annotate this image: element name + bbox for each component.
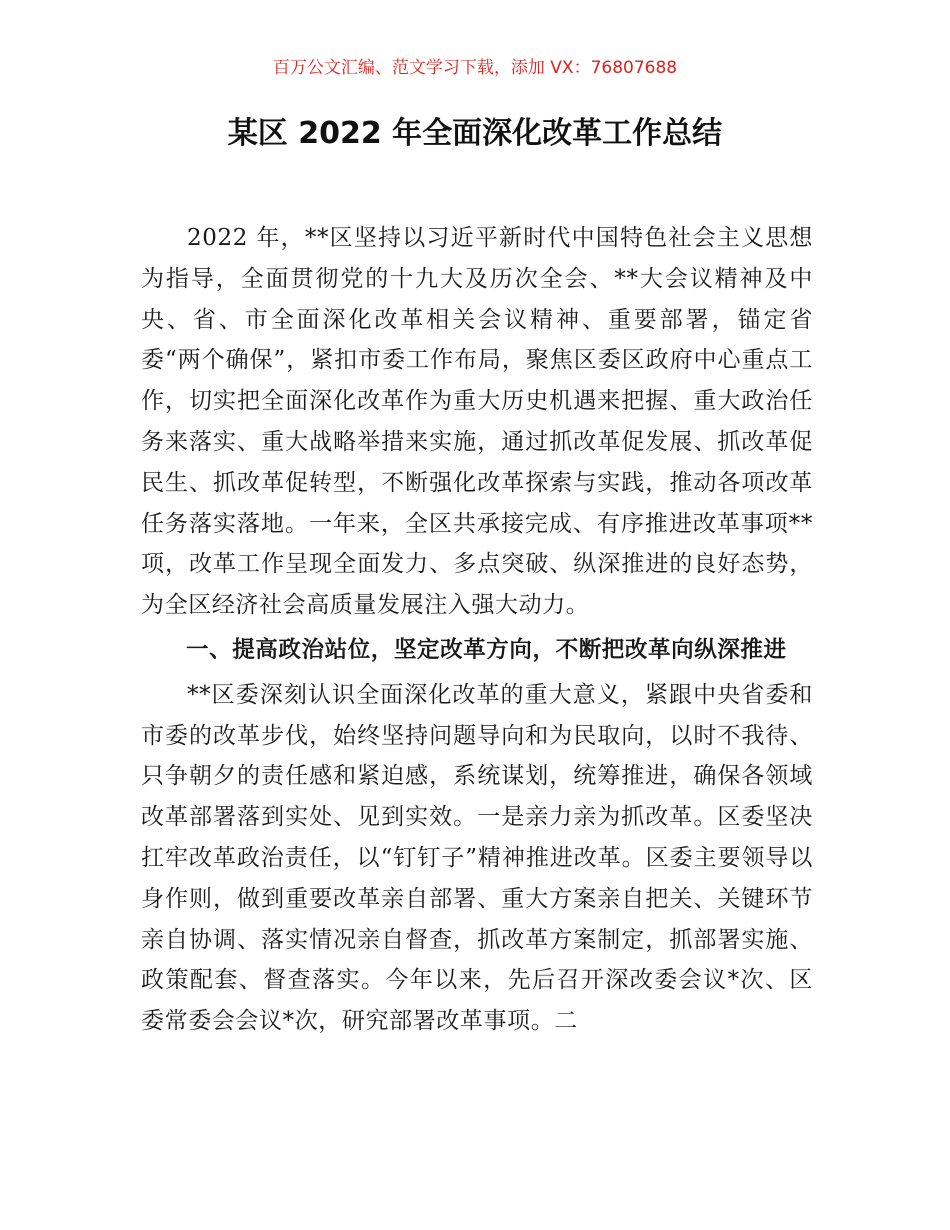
section-heading: 一、提高政治站位，坚定改革方向，不断把改革向纵深推进 — [186, 636, 787, 663]
header-banner: 百万公文汇编、范文学习下载，添加 VX：76807688 — [272, 58, 678, 78]
document-title: 某区 2022 年全面深化改革工作总结 — [227, 116, 723, 151]
intro-paragraph: 2022 年，**区坚持以习近平新时代中国特色社会主义思想为指导，全面贯彻党的十九大及历次全会、**大会议精神及中央、省、市全面深化改革相关会议精神、重要部署，锚定省委“两个确保”，紧扣市委工作布局，聚焦区委区政府中心重点工作，切实把全面深化改革作为重大历史机遇来把握、重大政治任务来落实、重大战略举措来实施，通过抓改革促发展、抓改革促民生、抓改革促转型，不断强化改革探索与实践，推动各项改革任务落实落地。一年来，全区共承接完成、有序推进改革事项**项，改革工作呈现全面发力、多点突破、纵深推进的良好态势，为全区经济社会高质量发展注入强大动力。 — [141, 225, 813, 619]
section-paragraph: **区委深刻认识全面深化改革的重大意义，紧跟中央省委和市委的改革步伐，始终坚持问题导向和为民取向，以时不我待、只争朝夕的责任感和紧迫感，系统谋划，统筹推进，确保各领域改革部署落到实处、见到实效。一是亲力亲为抓改革。区委坚决扛牢改革政治责任，以“钉钉子”精神推进改革。区委主要领导以身作则，做到重要改革亲自部署、重大方案亲自把关、关键环节亲自协调、落实情况亲自督查，抓改革方案制定，抓部署实施、政策配套、督查落实。今年以来，先后召开深改委会议*次、区委常委会会议*次，研究部署改革事项。二 — [141, 681, 813, 1035]
document-body — [141, 218, 813, 1042]
